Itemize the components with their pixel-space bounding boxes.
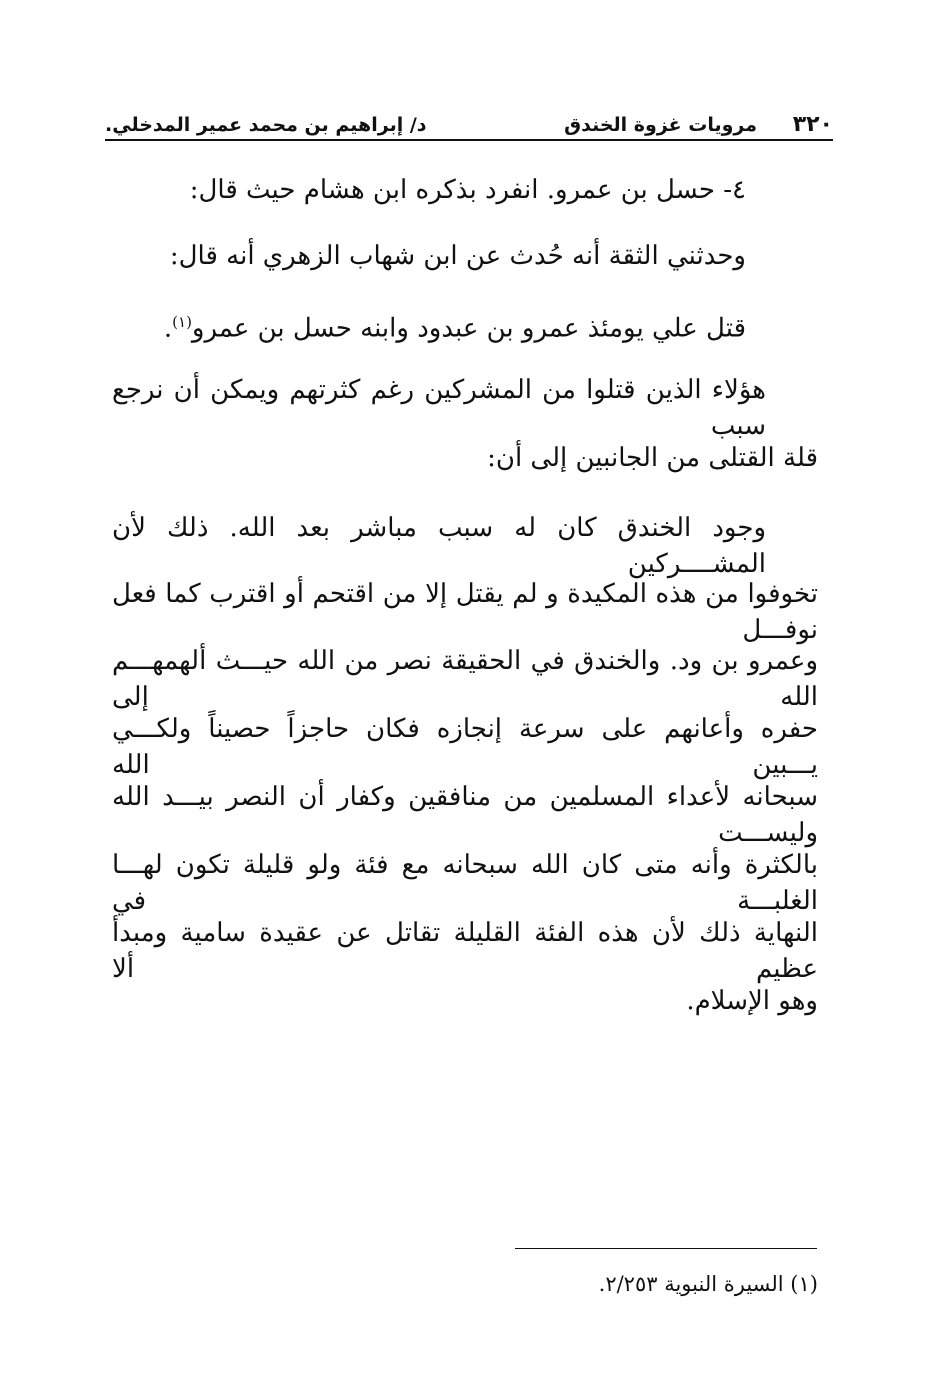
body-line-8: وعمرو بن ود. والخندق في الحقيقة نصر من الله حيـــث ألهمهـــم الله إلى xyxy=(112,646,818,712)
body-line-7: تخوفوا من هذه المكيدة و لم يقتل إلا من اقتحم أو اقترب كما فعل نوفـــل xyxy=(112,579,818,645)
body-line-5: قلة القتلى من الجانبين إلى أن: xyxy=(487,443,818,473)
body-line-11: بالكثرة وأنه متى كان الله سبحانه مع فئة ولو قليلة تكون لهـــا الغلبـــة في xyxy=(112,850,818,916)
author-name: د/ إبراهيم بن محمد عمير المدخلي. xyxy=(105,114,427,136)
body-line-1: ٤- حسل بن عمرو. انفرد بذكره ابن هشام حيث قال: xyxy=(189,175,746,205)
footnote: (١) السيرة النبوية ٢/٢٥٣. xyxy=(598,1272,818,1296)
page-header xyxy=(105,108,833,142)
body-line-3 xyxy=(164,304,746,347)
header-divider xyxy=(105,139,833,141)
body-line-4: هؤلاء الذين قتلوا من المشركين رغم كثرتهم ويمكن أن نرجع سبب xyxy=(112,375,766,441)
page-number: ٣٢٠ xyxy=(792,112,833,137)
body-line-3-text: قتل علي يومئذ عمرو بن عبدود وابنه حسل بن عمرو xyxy=(191,313,746,344)
footnote-marker: (١) xyxy=(172,313,192,331)
body-line-10: سبحانه لأعداء المسلمين من منافقين وكفار أن النصر بيـــد الله وليســـت xyxy=(112,782,818,848)
body-line-2: وحدثني الثقة أنه حُدث عن ابن شهاب الزهري أنه قال: xyxy=(169,241,746,271)
body-line-6: وجود الخندق كان له سبب مباشر بعد الله. ذلك لأن المشــــركين xyxy=(112,513,766,579)
body-line-3-end: . xyxy=(163,313,173,344)
body-line-9: حفره وأعانهم على سرعة إنجازه فكان حاجزاً حصيناً ولكـــي يـــبين الله xyxy=(112,714,818,780)
book-title: مرويات غزوة الخندق xyxy=(564,114,757,136)
body-line-12: النهاية ذلك لأن هذه الفئة القليلة تقاتل عن عقيدة سامية ومبدأ عظيم ألا xyxy=(112,918,818,984)
body-line-13: وهو الإسلام. xyxy=(686,986,818,1016)
footnote-divider xyxy=(515,1248,817,1249)
